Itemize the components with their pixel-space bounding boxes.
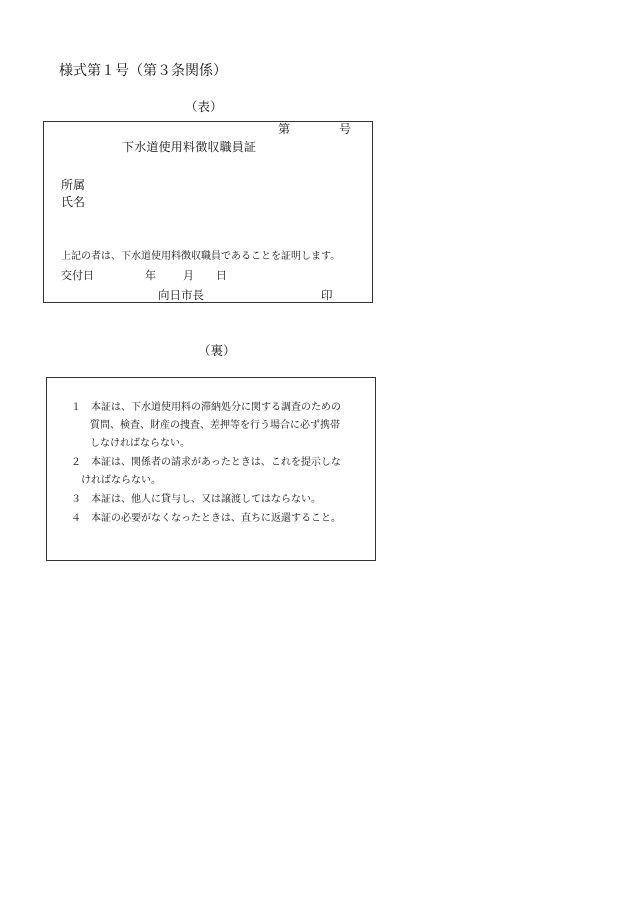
note-line: ければならない。: [81, 475, 161, 486]
note-line: ４ 本証の必要がなくなったときは、直ちに返還すること。: [71, 513, 341, 524]
card-title: 下水道使用料徴収職員証: [122, 140, 257, 154]
issue-date-label: 交付日: [61, 269, 94, 282]
note-line: ２ 本証は、関係者の請求があったときは、これを提示しな: [71, 457, 341, 468]
note-line: 質問、検査、財産の捜査、差押等を行う場合に必ず携帯: [90, 420, 340, 431]
note-line: しなければならない。: [90, 438, 190, 449]
form-title: 様式第１号（第３条関係）: [59, 63, 227, 79]
note-line: １ 本証は、下水道使用料の滞納処分に関する調査のための: [71, 402, 341, 413]
affiliation-label: 所属: [61, 178, 86, 192]
month-label: 月: [183, 269, 194, 282]
front-side-label: （表）: [185, 99, 223, 114]
seal-mark: 印: [321, 288, 333, 302]
number-suffix: 号: [339, 122, 352, 136]
name-label: 氏名: [61, 195, 86, 209]
day-label: 日: [216, 269, 227, 282]
note-line: ３ 本証は、他人に貸与し、又は譲渡してはならない。: [71, 494, 321, 505]
issuer-name: 向日市長: [158, 288, 204, 302]
certification-text: 上記の者は、下水道使用料徴収職員であることを証明します。: [61, 251, 341, 262]
back-side-label: （裏）: [198, 343, 236, 358]
number-prefix: 第: [278, 122, 291, 136]
year-label: 年: [145, 269, 156, 282]
